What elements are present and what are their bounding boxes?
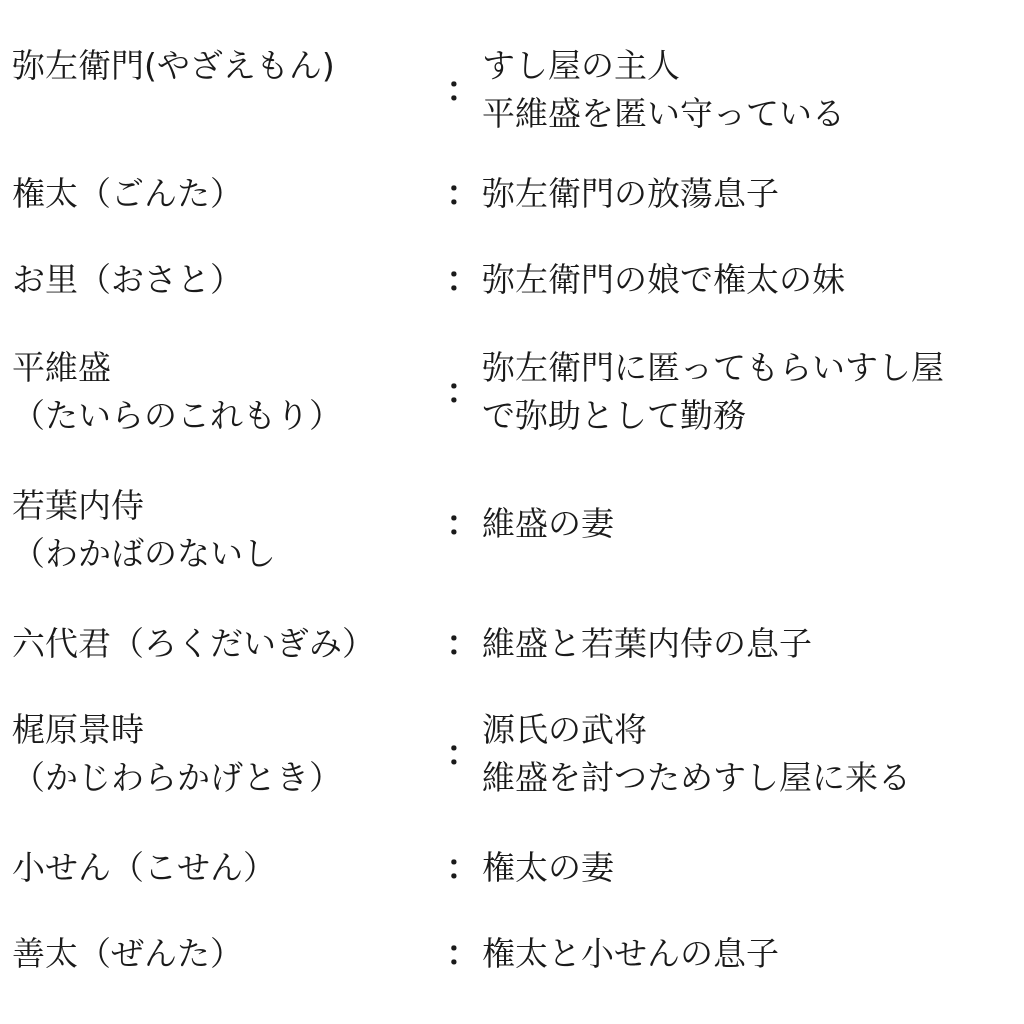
separator-colon: ：: [446, 734, 480, 774]
character-description-line: 維盛と若葉内侍の息子: [482, 624, 812, 663]
character-description: [482, 256, 845, 304]
character-description: [482, 344, 944, 440]
character-description: [482, 42, 845, 138]
character-description-line: 弥左衛門の放蕩息子: [482, 174, 779, 213]
character-description-line: 弥左衛門に匿ってもらいすし屋: [482, 348, 944, 387]
character-name-line: 平維盛: [12, 348, 111, 387]
character-description-line: 維盛の妻: [482, 504, 614, 543]
character-description-line: 弥左衛門の娘で権太の妹: [482, 260, 845, 299]
character-name-line: （わかばのないし: [12, 534, 276, 573]
separator-colon: ：: [446, 934, 480, 974]
character-name-line: 善太（ぜんた）: [12, 934, 243, 973]
separator-colon: ：: [446, 174, 480, 214]
character-name-line: 六代君（ろくだいぎみ）: [12, 624, 375, 663]
character-description-line: 権太と小せんの息子: [482, 934, 779, 973]
character-name: [12, 844, 276, 892]
character-name: [12, 256, 243, 304]
character-description-line: で弥助として勤務: [482, 396, 746, 435]
character-name: [12, 482, 276, 578]
character-name-line: 若葉内侍: [12, 486, 144, 525]
character-name-line: （かじわらかげとき）: [12, 758, 342, 797]
character-description-line: 権太の妻: [482, 848, 614, 887]
character-description: [482, 844, 614, 892]
character-name: [12, 42, 335, 90]
character-name-line: 小せん（こせん）: [12, 848, 276, 887]
separator-colon: ：: [446, 624, 480, 664]
character-description-line: すし屋の主人: [482, 46, 680, 85]
character-name-line: （たいらのこれもり）: [12, 396, 342, 435]
character-name: [12, 344, 342, 440]
character-name: [12, 170, 243, 218]
character-description: [482, 706, 911, 802]
separator-colon: ：: [446, 504, 480, 544]
character-name: [12, 706, 342, 802]
character-description-line: 維盛を討つためすし屋に来る: [482, 758, 911, 797]
character-description-line: 平維盛を匿い守っている: [482, 94, 845, 133]
character-name-line: 梶原景時: [12, 710, 144, 749]
character-description: [482, 620, 812, 668]
character-description: [482, 500, 614, 548]
separator-colon: ：: [446, 848, 480, 888]
character-description: [482, 170, 779, 218]
separator-colon: ：: [446, 260, 480, 300]
character-name: [12, 930, 243, 978]
character-description-line: 源氏の武将: [482, 710, 647, 749]
character-description: [482, 930, 779, 978]
character-name-line: 権太（ごんた）: [12, 174, 243, 213]
separator-colon: ：: [446, 372, 480, 412]
character-name: [12, 620, 375, 668]
character-name-line: お里（おさと）: [12, 260, 243, 299]
separator-colon: ：: [446, 70, 480, 110]
character-name-line: 弥左衛門(やざえもん): [12, 46, 335, 85]
